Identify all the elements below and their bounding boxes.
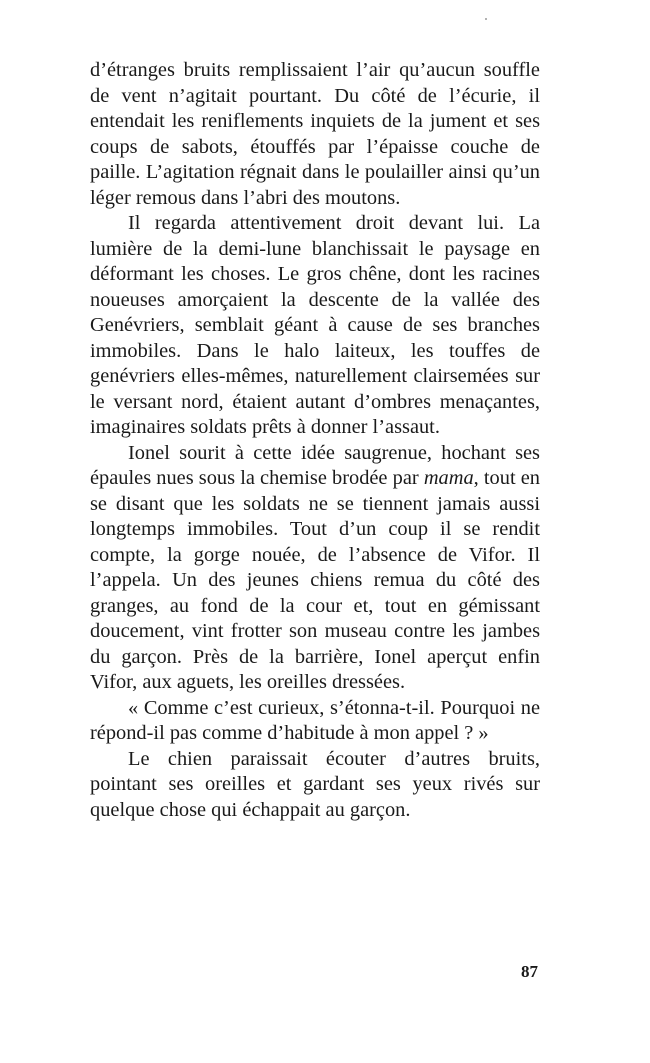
scan-speck: [485, 18, 487, 20]
paragraph-5: Le chien paraissait écouter d’autres bruits, pointant ses oreilles et gardant ses yeux rivés sur quelque chose qui échappait au garçon.: [90, 747, 540, 821]
paragraph-2: Il regarda attentivement droit devant lui. La lumière de la demi-lune blanchissait le paysage en déformant les choses. Le gros chêne, dont les racines noueuses amorçaient la descente de la vallée des Genévriers, semblait géant à cause de ses branches immobiles. Dans le halo laiteux, les touffes de genévriers elles-mêmes, naturellement clairsemées sur le versant nord, étaient autant d’ombres menaçantes, imaginaires soldats prêts à donner l’assaut.: [90, 212, 540, 438]
book-page-text: [90, 58, 540, 823]
page-number: 87: [521, 962, 538, 981]
italic-word-mama: mama: [423, 467, 474, 489]
paragraph-3-part-1: Ionel sourit à cette idée saugrenue, hochant ses épaules nues sous la chemise brodée par: [90, 441, 540, 489]
paragraph-1: d’étranges bruits remplissaient l’air qu’aucun souffle de vent n’agitait pourtant. Du côté de l’écurie, il entendait les reniflements inquiets de la jument et ses coups de sabots, étouffés par l’épaisse couche de paille. L’agitation régnait dans le poulailler ainsi qu’un léger remous dans l’abri des moutons.: [90, 59, 540, 209]
paragraph-3-part-2: , tout en se disant que les soldats ne se tiennent jamais aussi longtemps immobiles. Tout d’un coup il se rendit compte, la gorge nouée, de l’absence de Vifor. Il l’appela. Un des jeunes chiens remua du côté des granges, au fond de la cour et, tout en gémissant doucement, vint frotter son museau contre les jambes du garçon. Près de la barrière, Ionel aperçut enfin Vifor, aux aguets, les oreilles dressées.: [90, 467, 541, 693]
paragraph-4-dialogue: « Comme c’est curieux, s’étonna-t-il. Pourquoi ne répond-il pas comme d’habitude à mon appel ? »: [90, 696, 540, 744]
paragraph-3: [90, 441, 540, 696]
